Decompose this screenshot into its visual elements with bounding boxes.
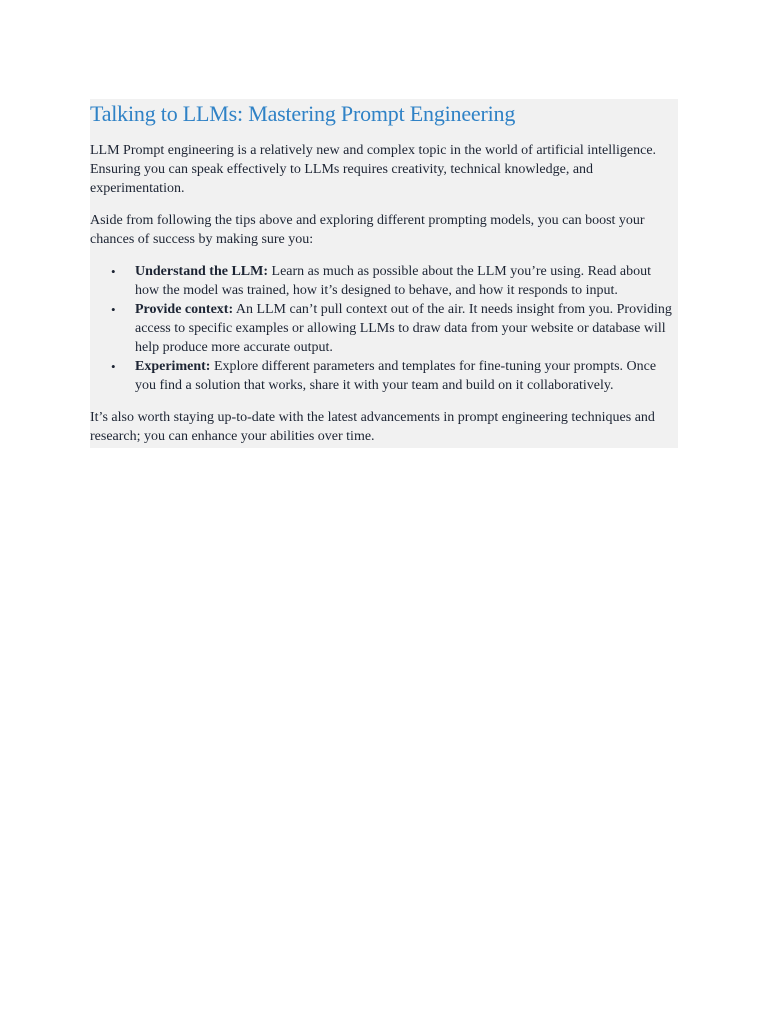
outro-paragraph: It’s also worth staying up-to-date with the latest advancements in prompt engineering techniques and research; you can enhance your abilities over time. [90,410,655,444]
tip-item-experiment [90,357,678,395]
tip-text: An LLM can’t pull context out of the air. It needs insight from you. Providing access to specific examples or allowing LLMs to draw data from your website or database will help produce more accurate output. [135,302,672,355]
tip-term: Provide context: [135,302,234,317]
tip-item-context [90,300,678,357]
tip-text: Explore different parameters and templates for fine-tuning your prompts. Once you find a solution that works, share it with your team and build on it collaboratively. [135,359,657,393]
tip-item-understand [90,262,678,300]
tip-term: Experiment: [135,359,211,374]
intro-paragraph: LLM Prompt engineering is a relatively new and complex topic in the world of artificial intelligence. Ensuring you can speak effectively to LLMs requires creativity, technical knowledge, and experimentation. [90,143,657,196]
bullet-icon: • [111,302,116,317]
article-block [90,99,678,448]
bullet-icon: • [111,359,116,374]
tip-text: Learn as much as possible about the LLM you’re using. Read about how the model was trained, how it’s designed to behave, and how it responds to input. [135,264,651,298]
aside-paragraph: Aside from following the tips above and exploring different prompting models, you can boost your chances of success by making sure you: [90,213,645,247]
tips-list [90,262,678,395]
article-title: Talking to LLMs: Mastering Prompt Engineering [90,101,516,126]
tip-term: Understand the LLM: [135,264,269,279]
bullet-icon: • [111,264,116,279]
